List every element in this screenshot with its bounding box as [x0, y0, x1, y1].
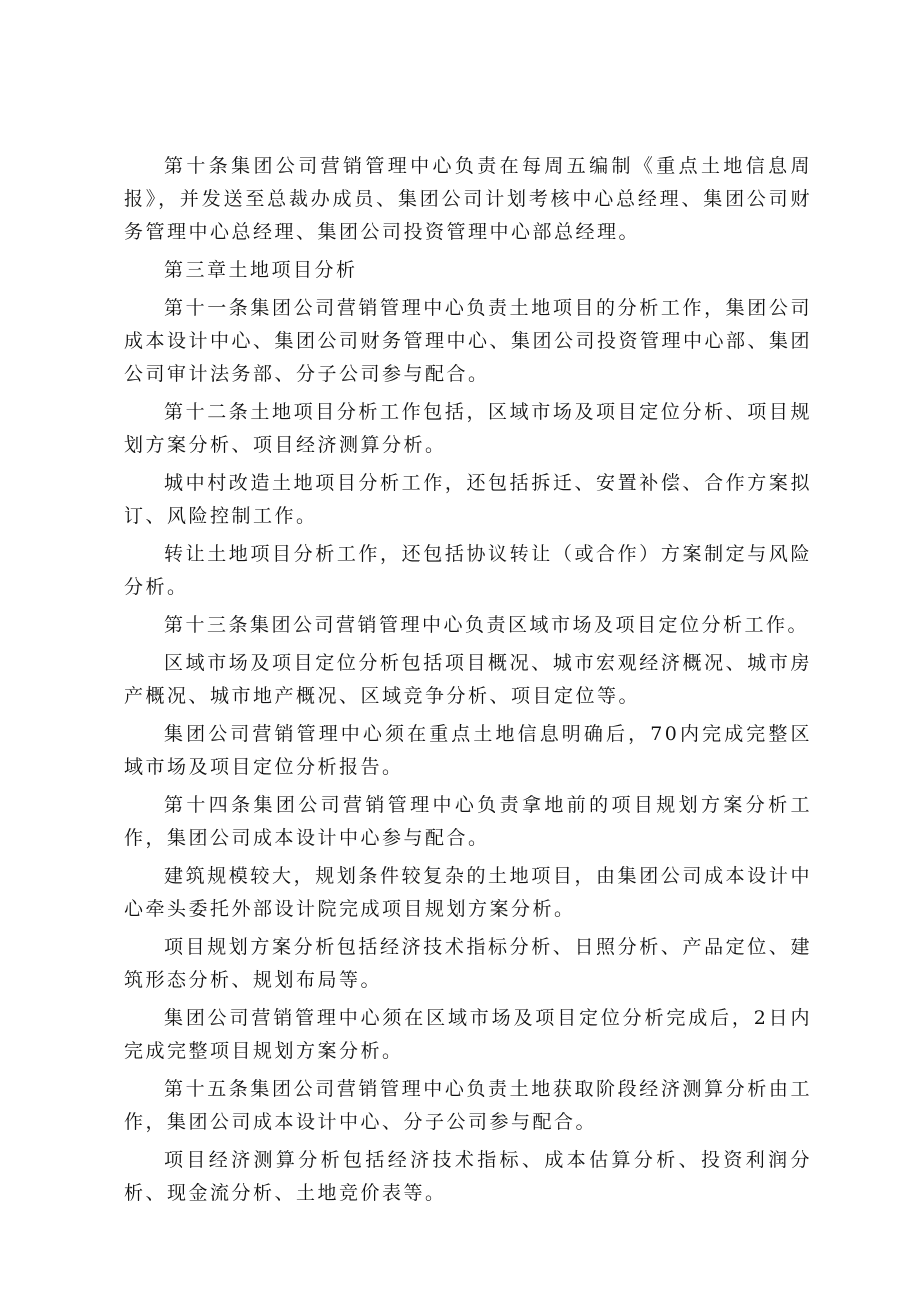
paragraph-planning-analysis: 项目规划方案分析包括经济技术指标分析、日照分析、产品定位、建筑形态分析、规划布局等。 — [124, 936, 812, 991]
paragraph-article-12: 第十二条土地项目分析工作包括，区域市场及项目定位分析、项目规划方案分析、项目经济测算分析。 — [124, 401, 812, 456]
paragraph-article-11: 第十一条集团公司营销管理中心负责土地项目的分析工作，集团公司成本设计中心、集团公司财务管理中心、集团公司投资管理中心部、集团公司审计法务部、分子公司参与配合。 — [124, 297, 813, 385]
chapter-3-heading: 第三章土地项目分析 — [164, 259, 358, 281]
document-page — [124, 150, 812, 1215]
paragraph-regional-market: 区域市场及项目定位分析包括项目概况、城市宏观经济概况、城市房产概况、城市地产概况、区域竞争分析、项目定位等。 — [124, 652, 812, 707]
paragraph-economic-analysis: 项目经济测算分析包括经济技术指标、成本估算分析、投资利润分析、现金流分析、土地竞价表等。 — [124, 1149, 812, 1204]
paragraph-urban-village: 城中村改造土地项目分析工作，还包括拆迁、安置补偿、合作方案拟订、风险控制工作。 — [124, 472, 812, 527]
paragraph-planning-deadline: 集团公司营销管理中心须在区域市场及项目定位分析完成后，2日内完成完整项目规划方案分析。 — [124, 1007, 812, 1062]
paragraph-article-13: 第十三条集团公司营销管理中心负责区域市场及项目定位分析工作。 — [164, 614, 810, 636]
paragraph-article-10: 第十条集团公司营销管理中心负责在每周五编制《重点土地信息周报》，并发送至总裁办成员、集团公司计划考核中心总经理、集团公司财务管理中心总经理、集团公司投资管理中心部总经理。 — [124, 155, 812, 243]
paragraph-article-14: 第十四条集团公司营销管理中心负责拿地前的项目规划方案分析工作，集团公司成本设计中心参与配合。 — [124, 794, 812, 849]
paragraph-transfer-land: 转让土地项目分析工作，还包括协议转让（或合作）方案制定与风险分析。 — [124, 543, 812, 598]
paragraph-large-scale: 建筑规模较大，规划条件较复杂的土地项目，由集团公司成本设计中心牵头委托外部设计院完成项目规划方案分析。 — [124, 865, 812, 920]
paragraph-article-15: 第十五条集团公司营销管理中心负责土地获取阶段经济测算分析由工作，集团公司成本设计中心、分子公司参与配合。 — [124, 1078, 812, 1133]
paragraph-report-deadline: 集团公司营销管理中心须在重点土地信息明确后，70内完成完整区域市场及项目定位分析报告。 — [124, 723, 812, 778]
